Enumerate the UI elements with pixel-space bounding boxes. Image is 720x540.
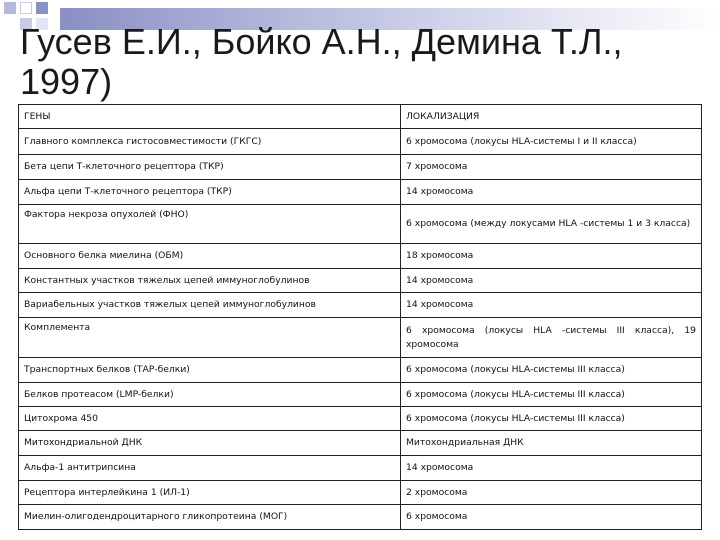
table-row: [19, 205, 702, 244]
gene-cell: Бета цепи Т-клеточного рецептора (ТКР): [19, 155, 401, 180]
corner-square: [36, 2, 48, 14]
table-row: [19, 481, 702, 505]
gene-cell: Вариабельных участков тяжелых цепей иммуноглобулинов: [19, 293, 401, 318]
table-row: [19, 505, 702, 530]
location-cell: 2 хромосома: [401, 481, 702, 505]
gene-cell: Главного комплекса гистосовместимости (ГКГС): [19, 129, 401, 155]
location-text: 6 хромосома (локусы HLA -системы III класса), 19 хромосома: [406, 324, 696, 350]
location-cell: [401, 205, 702, 244]
gene-cell: Белков протеасом (LMP-белки): [19, 383, 401, 407]
gene-cell: Транспортных белков (ТАР-белки): [19, 358, 401, 383]
gene-cell: Основного белка миелина (ОБМ): [19, 244, 401, 269]
corner-square: [4, 2, 16, 14]
header-genes: ГЕНЫ: [19, 105, 401, 129]
table-row: [19, 155, 702, 180]
table-row: [19, 358, 702, 383]
location-cell: 14 хромосома: [401, 293, 702, 318]
corner-square: [20, 2, 32, 14]
table-row: [19, 129, 702, 155]
location-cell: 14 хромосома: [401, 180, 702, 205]
gene-cell: Комплемента: [19, 318, 401, 358]
slide-title: Гусев Е.И., Бойко А.Н., Демина Т.Л., 1997): [20, 21, 623, 102]
gene-cell: Митохондриальной ДНК: [19, 431, 401, 456]
gene-cell: Миелин-олигодендроцитарного гликопротеина (МОГ): [19, 505, 401, 530]
location-cell: 6 хромосома (локусы HLA-системы III класса): [401, 407, 702, 431]
location-text: 6 хромосома (между локусами HLA -системы 1 и 3 класса): [406, 218, 691, 229]
table-row: [19, 383, 702, 407]
table-row: [19, 293, 702, 318]
location-cell: 18 хромосома: [401, 244, 702, 269]
table-row: [19, 456, 702, 481]
location-cell: 14 хромосома: [401, 269, 702, 293]
location-cell: [401, 318, 702, 358]
location-cell: 6 хромосома (локусы HLA-системы III класса): [401, 358, 702, 383]
gene-cell: Константных участков тяжелых цепей иммуноглобулинов: [19, 269, 401, 293]
table-row: [19, 407, 702, 431]
table-row: [19, 180, 702, 205]
table-header-row: [19, 105, 702, 129]
location-cell: Митохондриальная ДНК: [401, 431, 702, 456]
genes-table: [18, 104, 702, 530]
table-row: [19, 318, 702, 358]
table-row: [19, 269, 702, 293]
gene-cell: Рецептора интерлейкина 1 (ИЛ-1): [19, 481, 401, 505]
header-location: ЛОКАЛИЗАЦИЯ: [401, 105, 702, 129]
table-row: [19, 244, 702, 269]
gene-cell: Альфа цепи Т-клеточного рецептора (ТКР): [19, 180, 401, 205]
location-cell: 6 хромосома (локусы HLA-системы III класса): [401, 383, 702, 407]
table-row: [19, 431, 702, 456]
gene-cell: Цитохрома 450: [19, 407, 401, 431]
location-cell: 7 хромосома: [401, 155, 702, 180]
gene-cell: Фактора некроза опухолей (ФНО): [19, 205, 401, 244]
location-cell: 14 хромосома: [401, 456, 702, 481]
location-cell: 6 хромосома (локусы HLA-системы I и II класса): [401, 129, 702, 155]
gene-cell: Альфа-1 антитрипсина: [19, 456, 401, 481]
location-cell: 6 хромосома: [401, 505, 702, 530]
